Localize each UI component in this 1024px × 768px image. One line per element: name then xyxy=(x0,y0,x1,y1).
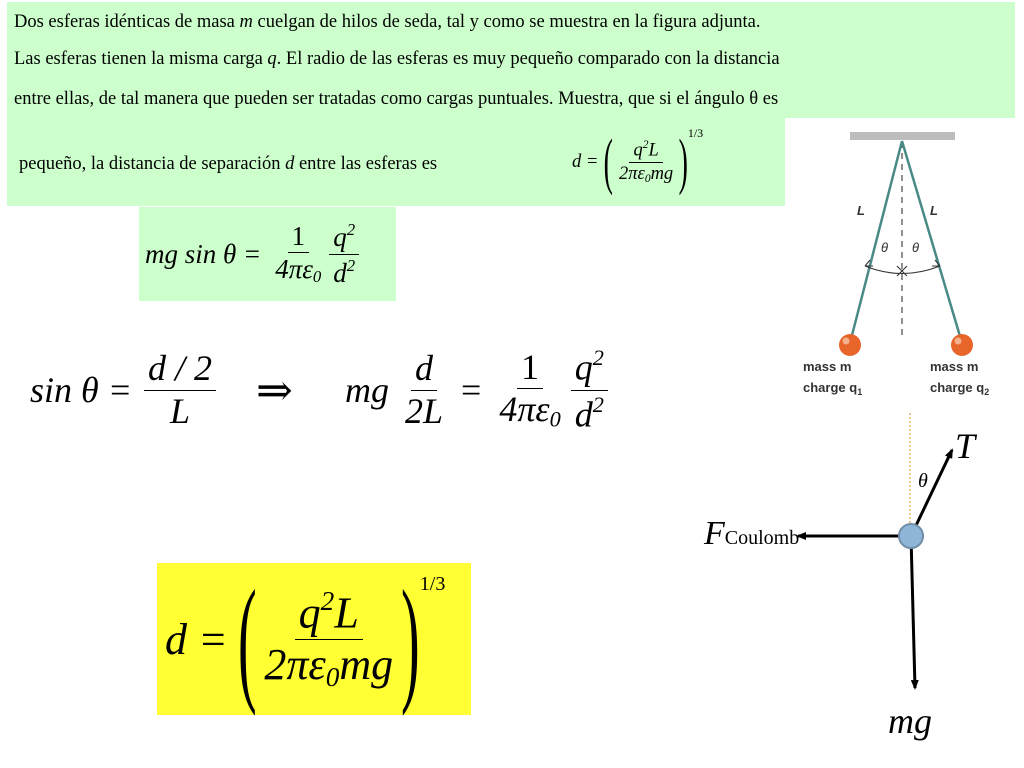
substituted-den-2 xyxy=(495,389,564,431)
final-result-lhs: d = xyxy=(165,614,228,664)
final-num-q: q xyxy=(298,588,321,638)
sine-relation-fraction xyxy=(144,347,216,431)
substituted-den-3-text: d xyxy=(574,394,593,434)
problem-line-2 xyxy=(14,47,780,71)
tension-arrow xyxy=(911,450,952,536)
final-num-rest: L xyxy=(334,588,359,638)
pendulum-angle-right: θ xyxy=(912,240,920,255)
final-result-box xyxy=(157,563,471,715)
substituted-num-2: 1 xyxy=(517,349,543,390)
tension-label: T xyxy=(955,426,976,466)
force-balance-lhs: mg sin θ = xyxy=(145,238,262,269)
substituted-den-3 xyxy=(571,391,608,434)
final-num-exp: 2 xyxy=(320,585,335,616)
force-balance-den-2-exp: 2 xyxy=(346,255,356,275)
substituted-num-1: d xyxy=(411,350,437,391)
right-charge-text: charge q xyxy=(930,380,985,395)
right-charge-label xyxy=(930,380,989,397)
coulomb-force-label xyxy=(704,515,799,553)
sine-relation-lhs: sin θ = xyxy=(30,370,132,410)
problem-line-2-text-a: Las esferas tienen la misma carga xyxy=(14,49,268,69)
statement-formula-fraction xyxy=(615,139,677,186)
force-angle-label: θ xyxy=(918,470,928,492)
force-balance-num-2-text: q xyxy=(333,222,347,253)
force-balance-num-1: 1 xyxy=(288,222,310,253)
coulomb-force-symbol: F xyxy=(704,515,725,552)
sphere-right xyxy=(951,334,973,356)
substituted-equals: = xyxy=(461,370,482,410)
pendulum-label-L-left: L xyxy=(857,203,865,218)
statement-num-exp: 2 xyxy=(642,138,649,151)
pendulum-ceiling xyxy=(850,132,955,140)
force-diagram xyxy=(690,405,990,705)
statement-formula-lhs: d = xyxy=(572,151,599,172)
final-left-paren: ( xyxy=(237,561,257,717)
substituted-num-3-exp: 2 xyxy=(592,345,604,371)
problem-line-4-text-b: entre las esferas es xyxy=(294,154,438,174)
force-diagram-ball xyxy=(899,524,923,548)
problem-var-d: d xyxy=(285,154,295,174)
final-den-rest: mg xyxy=(339,639,394,689)
substituted-den-3-exp: 2 xyxy=(592,391,604,417)
problem-line-3: entre ellas, de tal manera que pueden ser tratadas como cargas puntuales. Muestra, que si el ángulo θ es xyxy=(14,89,779,109)
weight-label: mg xyxy=(888,701,932,741)
statement-formula xyxy=(572,120,703,204)
problem-line-2-text-b: . El radio de las esferas es muy pequeño comparado con la distancia xyxy=(276,49,780,69)
substituted-equation xyxy=(345,340,608,440)
force-balance-fraction-1 xyxy=(271,222,325,286)
left-charge-sub: 1 xyxy=(857,387,863,397)
force-balance-equation xyxy=(145,207,359,301)
problem-var-m: m xyxy=(239,12,253,32)
sine-relation-equation xyxy=(30,340,293,440)
substituted-num-3-text: q xyxy=(574,347,593,388)
sphere-left-highlight xyxy=(843,338,850,345)
sphere-right-highlight xyxy=(955,338,962,345)
coulomb-force-subscript: Coulomb xyxy=(724,527,800,549)
right-mass-label: mass m xyxy=(930,359,979,374)
substituted-den-1: 2L xyxy=(405,390,444,431)
final-result-fraction xyxy=(260,587,397,691)
left-mass-label: mass m xyxy=(803,359,852,374)
problem-line-4 xyxy=(19,152,437,176)
problem-line-1-text-a: Dos esferas idénticas de masa xyxy=(14,12,240,32)
problem-var-q: q xyxy=(267,49,277,69)
statement-num-q: q xyxy=(633,140,643,161)
force-balance-box xyxy=(139,207,396,301)
force-balance-den-2 xyxy=(329,255,359,287)
substituted-fraction-2 xyxy=(495,346,564,432)
problem-line-1-text-b: cuelgan de hilos de seda, tal y como se muestra en la figura adjunta. xyxy=(252,12,761,32)
substituted-lhs: mg xyxy=(345,370,389,410)
statement-formula-exponent: 1/3 xyxy=(687,126,704,140)
statement-formula-right-paren: ) xyxy=(678,127,689,196)
statement-den: 2πε xyxy=(619,164,645,185)
pendulum-figure xyxy=(785,118,1015,413)
sphere-left xyxy=(839,334,861,356)
final-result-equation xyxy=(165,563,445,715)
force-balance-den-2-text: d xyxy=(333,257,347,288)
pendulum-angle-left: θ xyxy=(881,240,889,255)
substituted-fraction-3 xyxy=(571,346,608,434)
force-balance-den-1-text: 4πε xyxy=(275,254,313,285)
statement-formula-denominator xyxy=(615,163,677,185)
force-balance-den-1 xyxy=(271,253,325,286)
force-balance-den-1-sub: 0 xyxy=(312,267,322,287)
final-den: 2πε xyxy=(264,639,326,689)
problem-line-4-text-a: pequeño, la distancia de separación xyxy=(19,154,286,174)
sine-relation-den: L xyxy=(169,390,191,431)
final-right-paren: ) xyxy=(401,561,420,717)
substituted-num-3 xyxy=(571,346,608,390)
left-charge-label xyxy=(803,380,862,397)
force-balance-num-2 xyxy=(329,221,359,254)
statement-formula-numerator xyxy=(629,139,662,164)
statement-num-rest: L xyxy=(648,140,659,161)
problem-line-1 xyxy=(14,10,760,34)
force-balance-num-2-exp: 2 xyxy=(346,220,356,240)
substituted-den-2-text: 4πε xyxy=(499,389,550,430)
implies-arrow: ⇒ xyxy=(256,365,293,415)
substituted-fraction-1 xyxy=(401,347,447,431)
statement-formula-left-paren: ( xyxy=(604,127,614,196)
right-charge-sub: 2 xyxy=(984,387,990,397)
weight-arrow xyxy=(911,536,915,688)
final-result-exponent: 1/3 xyxy=(419,573,446,595)
pendulum-label-L-right: L xyxy=(930,203,938,218)
substituted-den-2-sub: 0 xyxy=(549,406,561,432)
final-result-denominator xyxy=(260,640,397,691)
force-balance-fraction-2 xyxy=(329,221,359,286)
final-result-numerator xyxy=(295,587,363,640)
sine-relation-num: d / 2 xyxy=(144,350,216,391)
statement-den-rest: mg xyxy=(650,164,674,185)
statement-den-sub: 0 xyxy=(644,173,651,186)
left-charge-text: charge q xyxy=(803,380,858,395)
final-den-sub: 0 xyxy=(325,661,340,692)
